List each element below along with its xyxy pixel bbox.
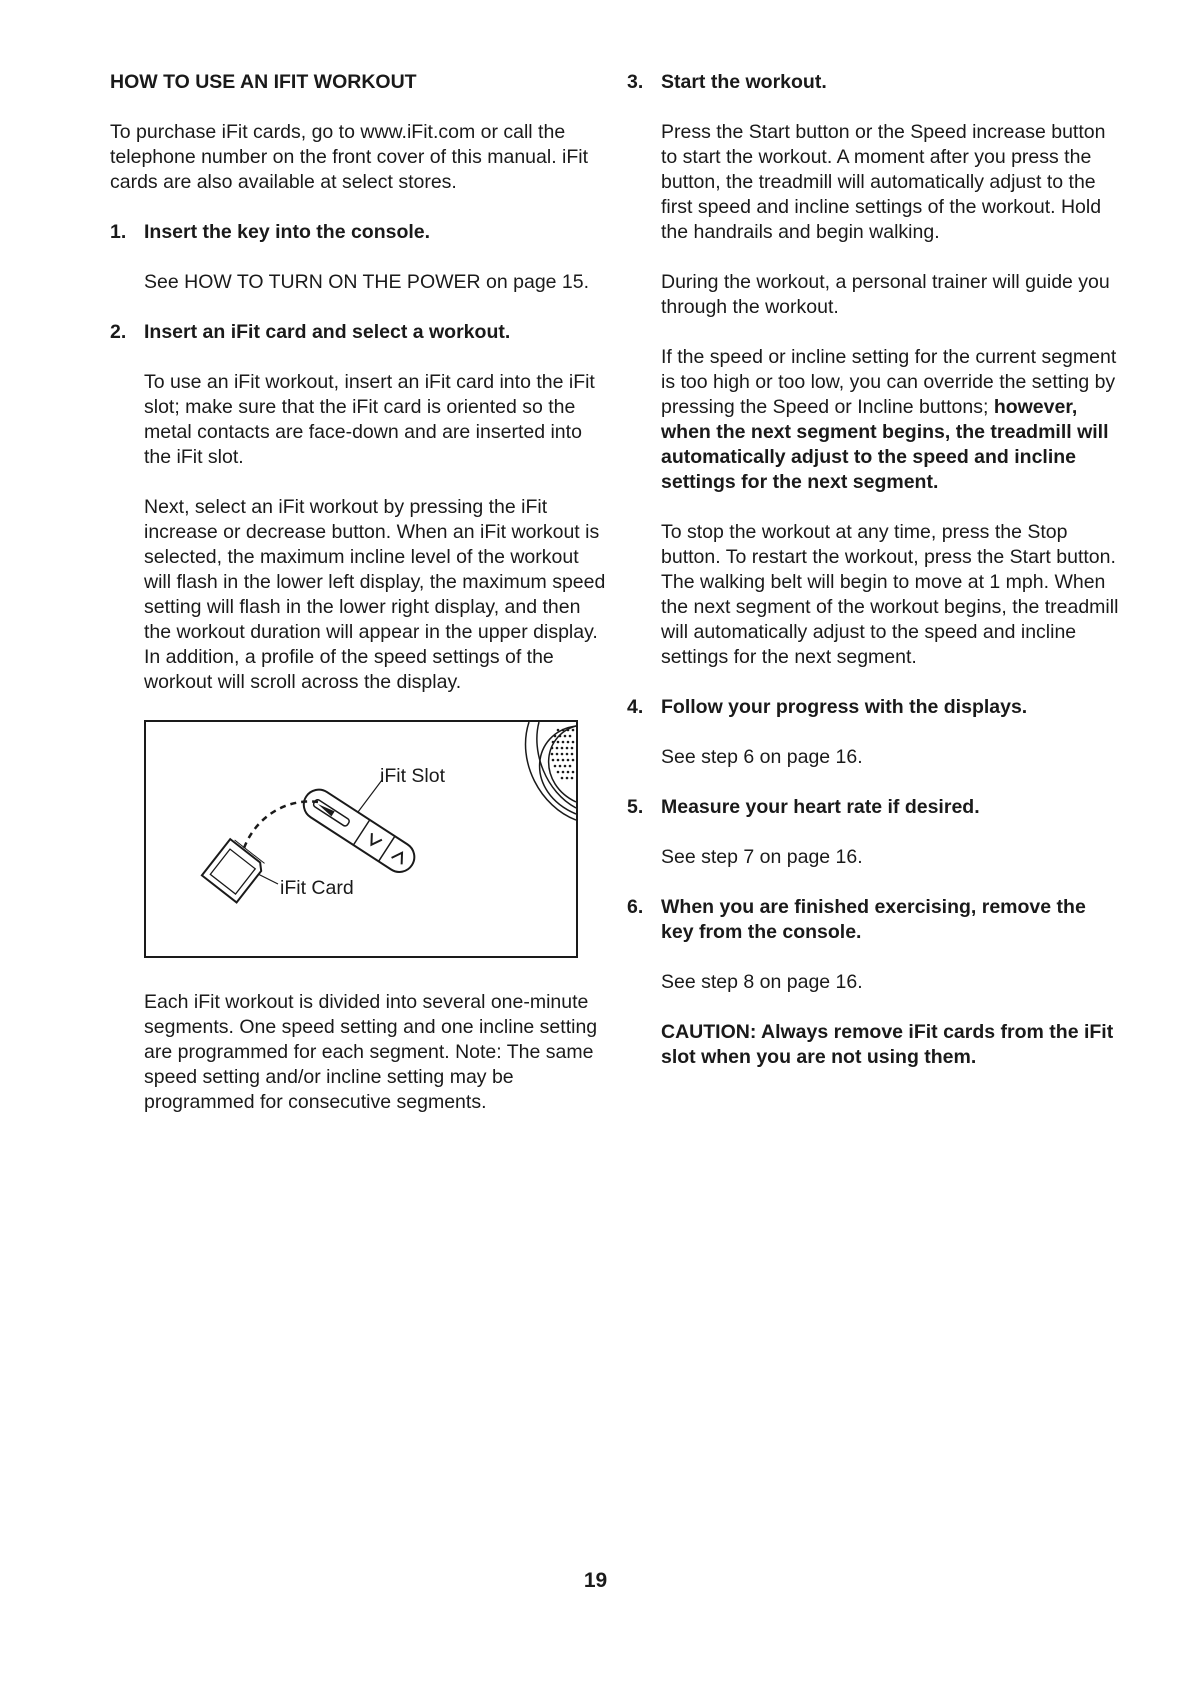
step-number: 6. [627,896,644,918]
left-column [110,70,610,1140]
page-number: 19 [583,1569,608,1592]
ifit-card-figure [144,720,578,958]
step-title: When you are finished exercising, remove the key from the console. [661,896,1086,943]
step-4-heading [627,695,1122,720]
step-number: 5. [627,796,644,818]
step-1-heading [110,220,610,245]
step-title: Insert an iFit card and select a workout. [144,321,511,343]
step-2-heading [110,320,610,345]
step-title: Start the workout. [661,71,827,93]
step-2-paragraph-2: Next, select an iFit workout by pressing the iFit increase or decrease button. When an iFit workout is selected, the maximum incline level of the workout will flash in the lower left display, the maximum speed setting will flash in the lower right display, and then the workout duration will appear in the upper display. In addition, a profile of the speed settings of the workout will scroll across the display. [144,496,606,693]
step-3-paragraph-3 [661,345,1122,495]
step-title: Measure your heart rate if desired. [661,796,980,818]
step-6-heading [627,895,1122,945]
ifit-card-icon [202,838,266,903]
step-3-paragraph-2: During the workout, a personal trainer will guide you through the workout. [661,271,1110,318]
segment-warning: however, when the next segment begins, the treadmill will automatically adjust to the speed and incline settings for the next segment. [661,396,1109,493]
intro-paragraph: To purchase iFit cards, go to www.iFit.com or call the telephone number on the front cover of this manual. iFit cards are also available at select stores. [110,121,589,193]
ifit-card-label: iFit Card [280,877,354,899]
ifit-slot-label: iFit Slot [380,765,446,787]
step-5-heading [627,795,1122,820]
step-3-paragraph-4: To stop the workout at any time, press the Stop button. To restart the workout, press the Start button. The walking belt will begin to move at 1 mph. When the next segment of the workout begins, the treadmill will automatically adjust to the speed and incline settings for the next segment. [661,521,1119,668]
step-2-paragraph-1: To use an iFit workout, insert an iFit card into the iFit slot; make sure that the iFit card is oriented so the metal contacts are face-down and are inserted into the iFit slot. [144,371,595,468]
step-number: 4. [627,696,644,718]
step-2-paragraph-3: Each iFit workout is divided into several one-minute segments. One speed setting and one incline setting are programmed for each segment. Note: The same speed setting and/or incline setting may be programmed for consecutive segments. [144,991,598,1113]
step-number: 3. [627,71,644,93]
step-1-body: See HOW TO TURN ON THE POWER on page 15. [144,271,590,293]
step-3-heading [627,70,1122,95]
step-title: Follow your progress with the displays. [661,696,1028,718]
section-title: HOW TO USE AN IFIT WORKOUT [110,71,417,93]
step-number: 2. [110,321,127,343]
override-text: If the speed or incline setting for the current segment is too high or too low, you can override the setting by pressing the Speed or Incline buttons; [661,346,1117,418]
ifit-slot-icon [298,784,420,878]
step-4-body: See step 6 on page 16. [661,746,863,768]
step-6-body: See step 8 on page 16. [661,971,863,993]
right-column [627,70,1122,1095]
caution-note: CAUTION: Always remove iFit cards from the iFit slot when you are not using them. [661,1021,1114,1068]
ifit-illustration [146,722,576,956]
speaker-grille-icon [526,722,576,820]
step-5-body: See step 7 on page 16. [661,846,863,868]
step-3-paragraph-1: Press the Start button or the Speed increase button to start the workout. A moment after you press the button, the treadmill will automatically adjust to the first speed and incline settings of the workout. Hold the handrails and begin walking. [661,121,1106,243]
step-title: Insert the key into the console. [144,221,431,243]
step-number: 1. [110,221,127,243]
